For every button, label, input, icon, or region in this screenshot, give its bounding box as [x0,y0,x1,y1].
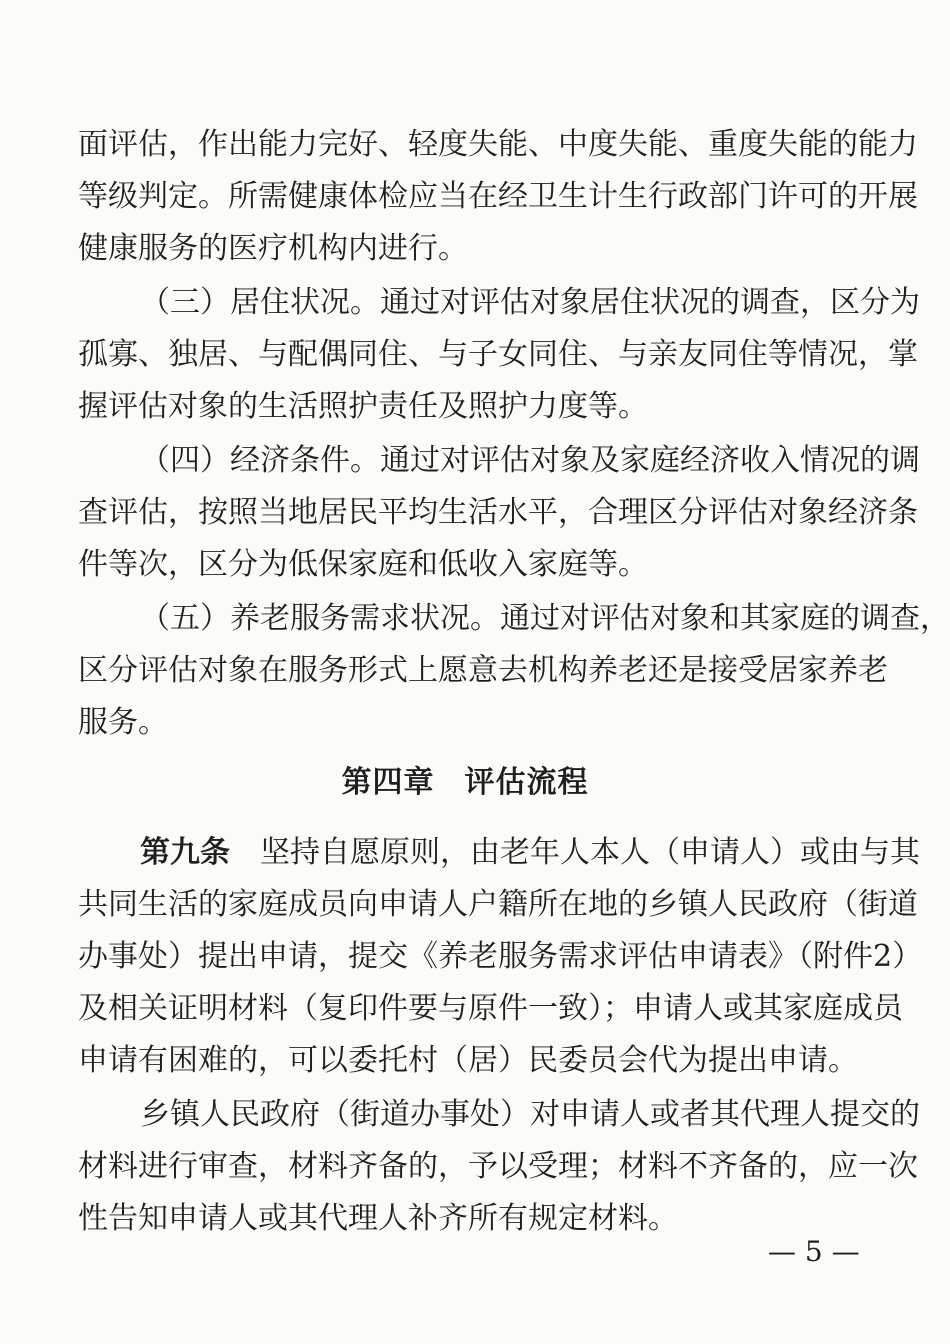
section-four-line-1: （四）经济条件。通过对评估对象及家庭经济收入情况的调 [140,443,920,478]
article-nine-line-5: 申请有困难的，可以委托村（居）民委员会代为提出申请。 [78,1043,858,1078]
article-nine-line-2: 共同生活的家庭成员向申请人户籍所在地的乡镇人民政府（街道 [78,887,918,922]
review-line-2: 材料进行审查，材料齐备的，予以受理；材料不齐备的，应一次 [78,1149,918,1184]
article-nine-first-text: 坚持自愿原则，由老年人本人（申请人）或由与其 [260,835,920,870]
section-three-line-2: 孤寡、独居、与配偶同住、与子女同住、与亲友同住等情况，掌 [78,337,918,372]
article-nine-line-3: 办事处）提出申请，提交《养老服务需求评估申请表》（附件2） [78,939,923,974]
article-nine-line-4: 及相关证明材料（复印件要与原件一致）；申请人或其家庭成员 [78,991,903,1026]
chapter-number: 第四章 [341,765,435,800]
body-line-2: 等级判定。所需健康体检应当在经卫生计生行政部门许可的开展 [78,179,918,214]
section-five-line-2: 区分评估对象在服务形式上愿意去机构养老还是接受居家养老 [78,653,888,688]
section-five-line-3: 服务。 [78,705,168,740]
section-three-line-1: （三）居住状况。通过对评估对象居住状况的调查，区分为 [140,285,920,320]
section-five-line-1: （五）养老服务需求状况。通过对评估对象和其家庭的调查， [140,601,950,636]
body-line-1: 面评估，作出能力完好、轻度失能、中度失能、重度失能的能力 [78,127,918,162]
body-line-3: 健康服务的医疗机构内进行。 [78,231,468,266]
section-three-line-3: 握评估对象的生活照护责任及照护力度等。 [78,389,648,424]
chapter-title: 评估流程 [464,765,589,800]
article-nine-label: 第九条 [140,835,230,870]
section-four-line-2: 查评估，按照当地居民平均生活水平，合理区分评估对象经济条 [78,495,918,530]
review-line-1: 乡镇人民政府（街道办事处）对申请人或者其代理人提交的 [140,1097,920,1132]
chapter-heading [0,758,930,808]
article-nine-line-1 [78,828,920,878]
section-four-line-3: 件等次，区分为低保家庭和低收入家庭等。 [78,547,648,582]
review-line-3: 性告知申请人或其代理人补齐所有规定材料。 [78,1201,678,1236]
page-number: — 5 — [768,1235,860,1268]
